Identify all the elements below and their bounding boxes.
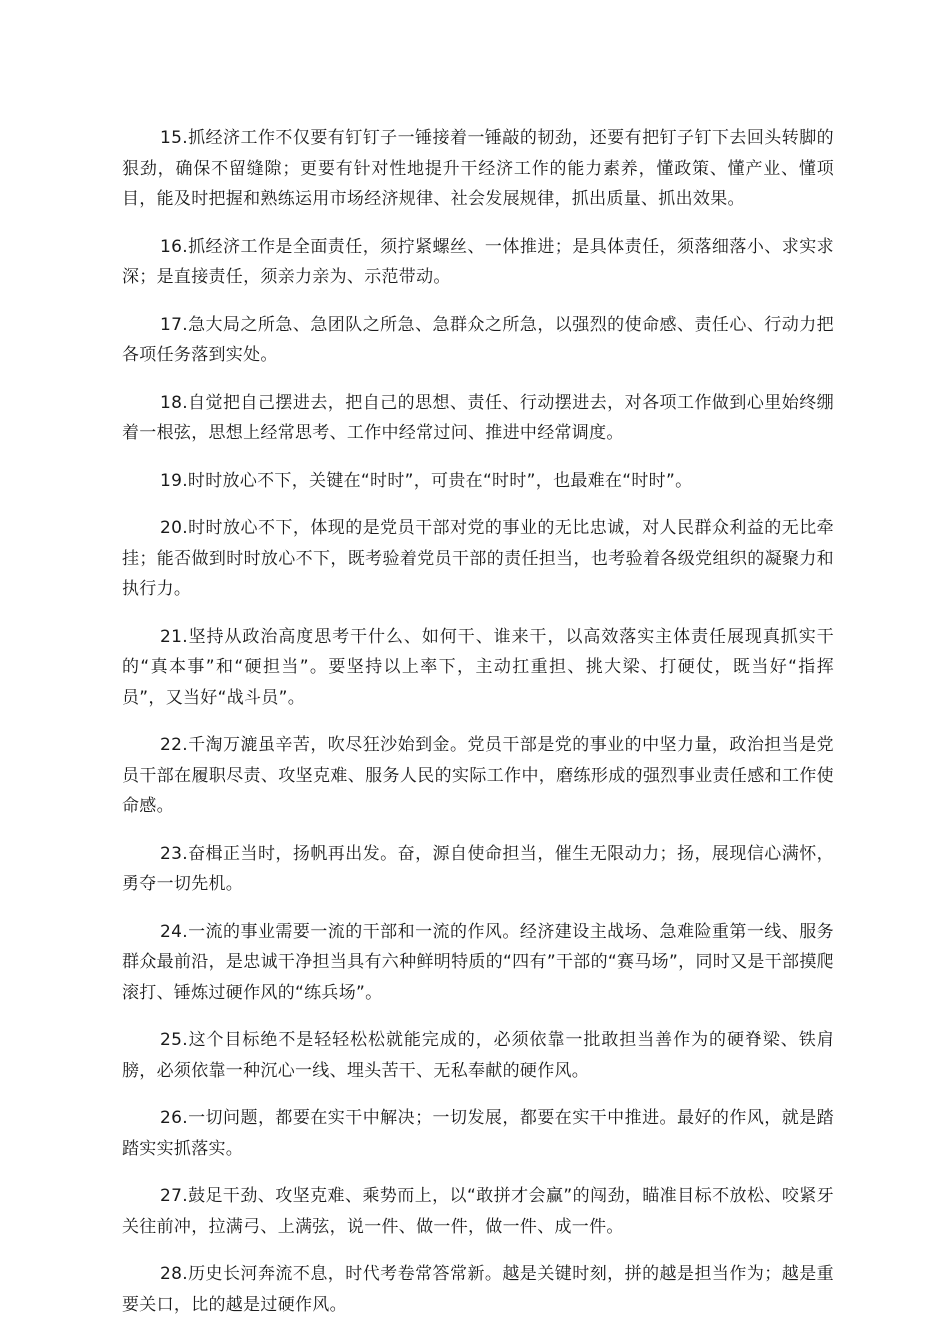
paragraph-16: 16.抓经济工作是全面责任，须拧紧螺丝、一体推进；是具体责任，须落细落小、求实求深；是直接责任，须亲力亲为、示范带动。 — [122, 236, 834, 287]
paragraph-22: 22.千淘万漉虽辛苦，吹尽狂沙始到金。党员干部是党的事业的中坚力量，政治担当是党员干部在履职尽责、攻坚克难、服务人民的实际工作中，磨练形成的强烈事业责任感和工作使命感。 — [122, 735, 834, 816]
paragraph-21: 21.坚持从政治高度思考干什么、如何干、谁来干，以高效落实主体责任展现真抓实干的“真本事”和“硬担当”。要坚持以上率下，主动扛重担、挑大梁、打硬仗，既当好“指挥员”，又当好“战斗员”。 — [122, 626, 834, 708]
document-body — [122, 123, 834, 1337]
paragraph-20: 20.时时放心不下，体现的是党员干部对党的事业的无比忠诚，对人民群众利益的无比牵挂；能否做到时时放心不下，既考验着党员干部的责任担当，也考验着各级党组织的凝聚力和执行力。 — [122, 518, 834, 599]
paragraph-17: 17.急大局之所急、急团队之所急、急群众之所急，以强烈的使命感、责任心、行动力把各项任务落到实处。 — [122, 314, 834, 365]
paragraph-25: 25.这个目标绝不是轻轻松松就能完成的，必须依靠一批敢担当善作为的硬脊梁、铁肩膀，必须依靠一种沉心一线、埋头苦干、无私奉献的硬作风。 — [122, 1030, 834, 1081]
paragraph-18: 18.自觉把自己摆进去，把自己的思想、责任、行动摆进去，对各项工作做到心里始终绷着一根弦，思想上经常思考、工作中经常过问、推进中经常调度。 — [122, 392, 834, 443]
paragraph-24: 24.一流的事业需要一流的干部和一流的作风。经济建设主战场、急难险重第一线、服务群众最前沿，是忠诚干净担当具有六种鲜明特质的“四有”干部的“赛马场”，同时又是干部摸爬滚打、锤炼过硬作风的“练兵场”。 — [122, 921, 834, 1003]
paragraph-27: 27.鼓足干劲、攻坚克难、乘势而上，以“敢拼才会赢”的闯劲，瞄准目标不放松、咬紧牙关往前冲，拉满弓、上满弦，说一件、做一件，做一件、成一件。 — [122, 1186, 834, 1237]
paragraph-19: 19.时时放心不下，关键在“时时”，可贵在“时时”，也最难在“时时”。 — [160, 470, 693, 491]
paragraph-28: 28.历史长河奔流不息，时代考卷常答常新。越是关键时刻，拼的越是担当作为；越是重要关口，比的越是过硬作风。 — [122, 1264, 834, 1315]
paragraph-26: 26.一切问题，都要在实干中解决；一切发展，都要在实干中推进。最好的作风，就是踏踏实实抓落实。 — [122, 1108, 834, 1159]
paragraph-15: 15.抓经济工作不仅要有钉钉子一锤接着一锤敲的韧劲，还要有把钉子钉下去回头转脚的狠劲，确保不留缝隙；更要有针对性地提升干经济工作的能力素养，懂政策、懂产业、懂项目，能及时把握和熟练运用市场经济规律、社会发展规律，抓出质量、抓出效果。 — [122, 128, 834, 209]
paragraph-23: 23.奋楫正当时，扬帆再出发。奋，源自使命担当，催生无限动力；扬，展现信心满怀，勇夺一切先机。 — [122, 843, 834, 894]
